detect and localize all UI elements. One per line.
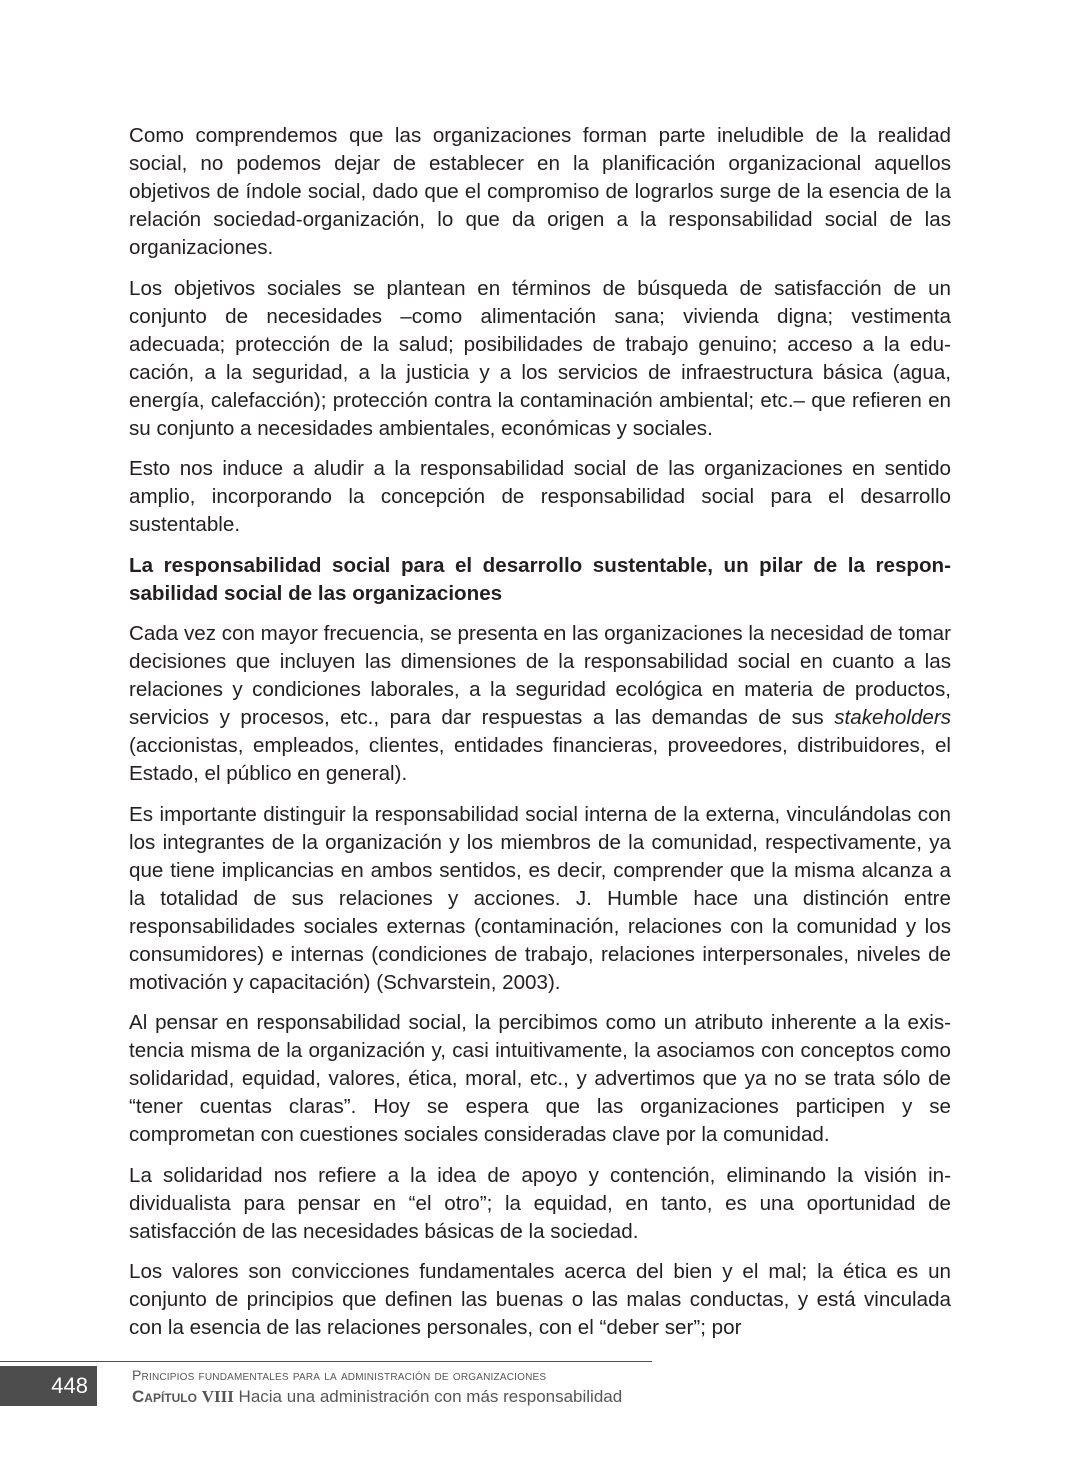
paragraph-7: La solidaridad nos refiere a la idea de apoyo y contención, eliminando la visión individualista para pensar en “el otro”; la equidad, en tanto, es una oportunidad de satisfacción de las necesidades básicas de la sociedad.: [129, 1163, 951, 1243]
paragraph-5: Es importante distinguir la responsabilidad social interna de la externa, vinculándolas con los integrantes de la organización y los miembros de la comunidad, respectivamente, ya que tiene implicancias en ambos sentidos, es decir, comprender que la misma alcanza a la totalidad de sus relaciones y acciones. J. Humble hace una distinción entre responsabilidades sociales externas (contaminación, relaciones con la comunidad y los consumidores) e internas (condiciones de trabajo, relaciones interpersonales, niveles de motivación y capacitación) (Schvarstein, 2003).: [129, 802, 951, 994]
paragraph-6: Al pensar en responsabilidad social, la percibimos como un atributo inherente a la existencia misma de la organización y, casi intuitivamente, la asociamos con conceptos como solidaridad, equidad, valores, ética, moral, etc., y advertimos que ya no se trata sólo de “tener cuentas claras”. Hoy se espera que las organizaciones participen y se comprometan con cuestiones sociales consideradas clave por la comunidad.: [129, 1011, 951, 1146]
paragraph-2: Los objetivos sociales se plantean en términos de búsqueda de satisfacción de un conjunto de necesidades –como alimentación sana; vivienda digna; vestimenta adecuada; protección de la salud; posibilidades de trabajo genuino; acceso a la educación, a la seguridad, a la justicia y a los servicios de infraestructura básica (agua, energía, calefacción); protección contra la contaminación ambiental; etc.– que refieren en su conjunto a necesidades ambientales, económicas y sociales.: [129, 276, 951, 440]
footer-chapter-title: Hacia una administración con más responsabilidad: [238, 1387, 623, 1406]
paragraph-4-start: Cada vez con mayor frecuencia, se presenta en las organizaciones la necesidad de tomar decisiones que incluyen las dimensiones de la responsabilidad social en cuanto a las relaciones y condiciones laborales, a la seguridad ecológica en materia de productos, servicios y procesos, etc., para dar respuestas a las demandas de sus: [129, 622, 951, 729]
footer-chapter-number: VIII: [201, 1387, 234, 1406]
footer-book-title: Principios fundamentales para la administración de organizaciones: [132, 1367, 547, 1383]
footer-chapter-word: Capítulo: [132, 1387, 197, 1406]
paragraph-4-italic-term: stakeholders: [834, 706, 951, 729]
paragraph-4-end: (accionistas, empleados, clientes, entidades financieras, proveedores, distribuidores, el Estado, el público en general).: [129, 734, 951, 785]
paragraph-8: Los valores son convicciones fundamentales acerca del bien y el mal; la ética es un conjunto de principios que definen las buenas o las malas conductas, y está vinculada con la esencia de las relaciones personales, con el “deber ser”; por: [129, 1260, 951, 1339]
section-heading: La responsabilidad social para el desarrollo sustentable, un pilar de la responsabilidad social de las organizaciones: [129, 553, 951, 605]
footer-chapter-line: [132, 1387, 622, 1407]
page-number: 448: [0, 1366, 97, 1406]
paragraph-4: [129, 620, 951, 788]
paragraph-3: Esto nos induce a aludir a la responsabilidad social de las organizaciones en sentido amplio, incorporando la concepción de responsabilidad social para el desarrollo sustentable.: [129, 457, 951, 536]
body-text: [129, 122, 951, 1355]
footer-divider: [0, 1361, 652, 1362]
paragraph-1: Como comprendemos que las organizaciones forman parte ineludible de la realidad social, no podemos dejar de establecer en la planificación organizacional aquellos objetivos de índole social, dado que el compromiso de lograrlos surge de la esencia de la relación sociedad-organización, lo que da origen a la responsabilidad social de las organizaciones.: [129, 124, 951, 259]
